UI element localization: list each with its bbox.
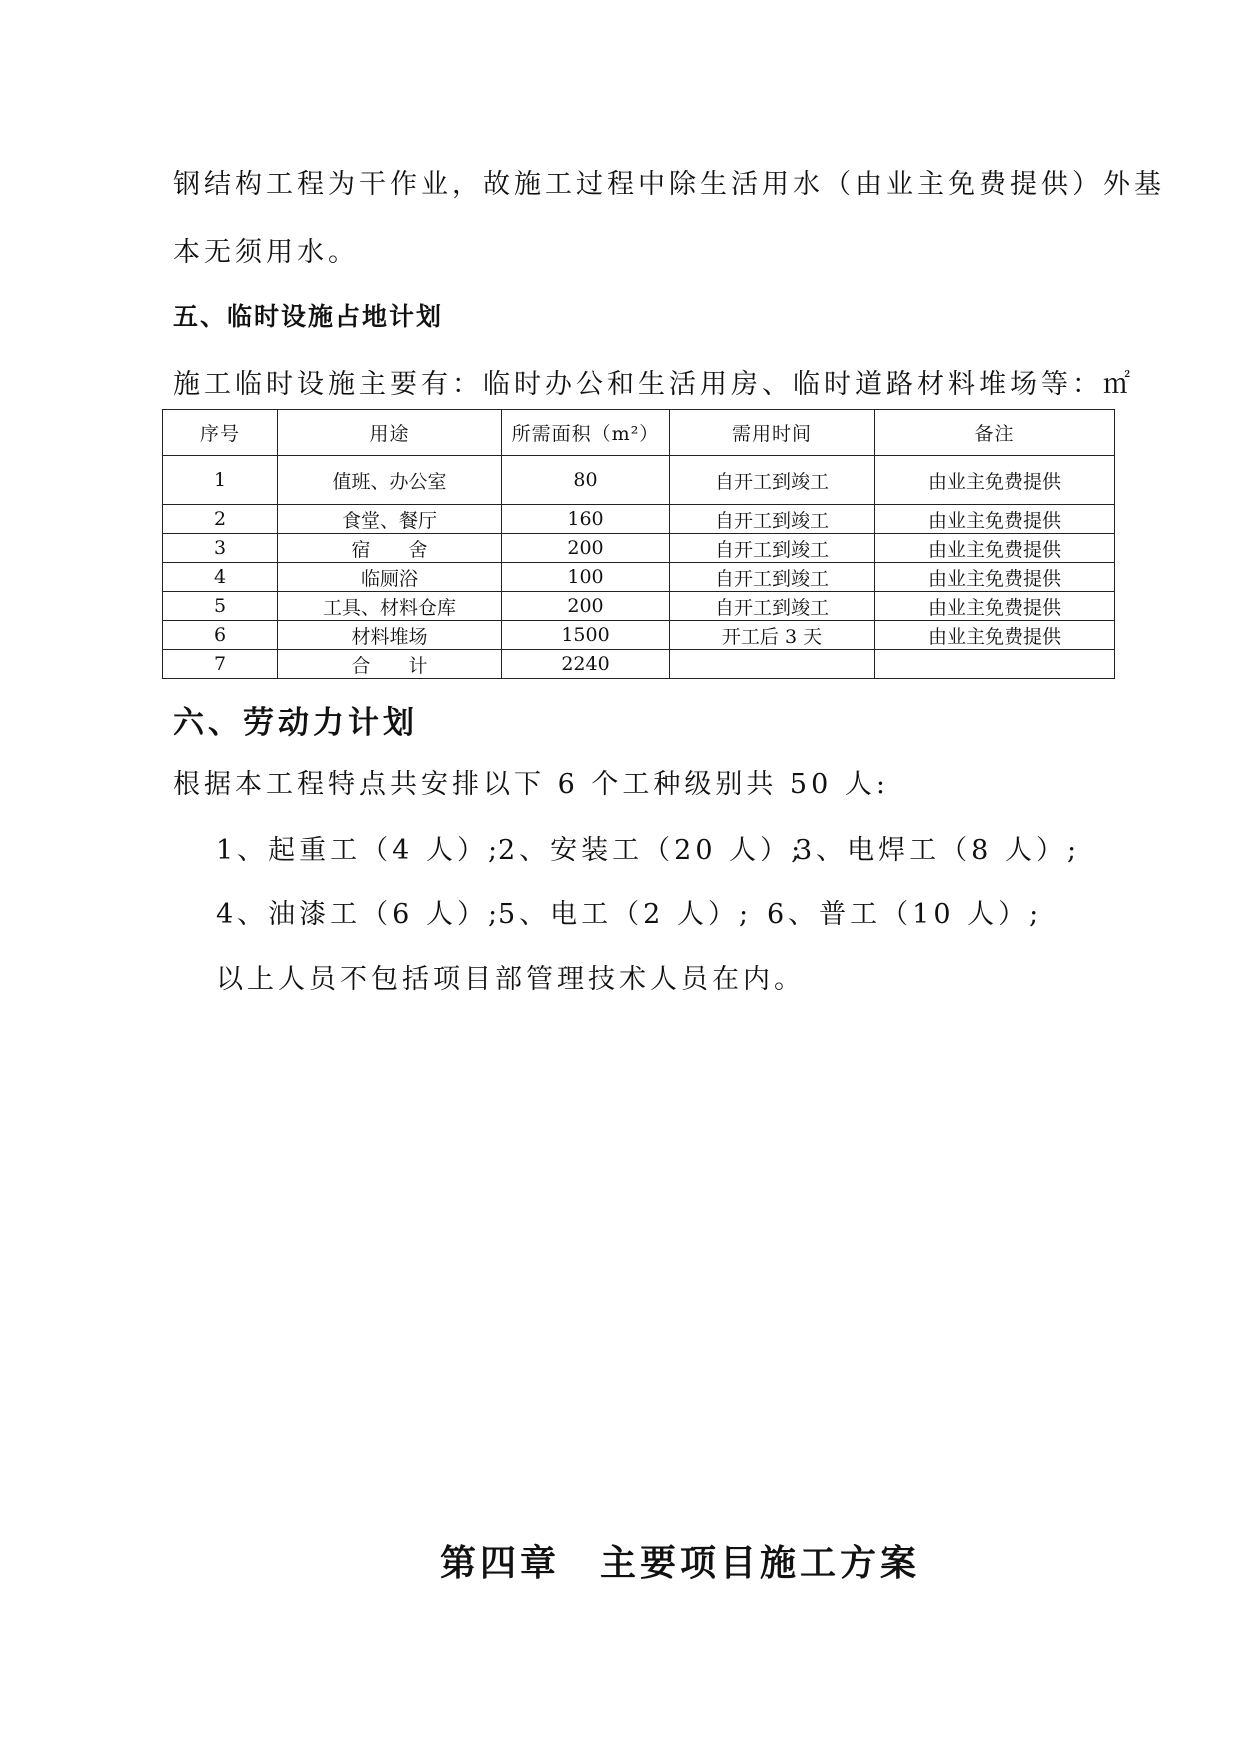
table-cell: 由业主免费提供 [875,456,1115,505]
worker-item: 2、安装工（20 人）; [498,835,805,866]
table-row [163,505,1115,534]
table-row [163,621,1115,650]
table-cell: 5 [163,592,278,621]
table-cell: 由业主免费提供 [875,621,1115,650]
table-row [163,592,1115,621]
table-cell: 合 计 [278,650,502,679]
table-cell: 80 [502,456,670,505]
table-cell: 6 [163,621,278,650]
section-heading: 五、临时设施占地计划 [173,302,444,331]
facilities-table [162,409,1115,679]
table-cell: 值班、办公室 [278,456,502,505]
worker-item: 5、电工（2 人）; [498,899,753,930]
paragraph-line: 钢结构工程为干作业，故施工过程中除生活用水（由业主免费提供）外基 [173,169,1165,200]
section-heading: 六、劳动力计划 [173,705,418,741]
column-header: 所需面积（m²） [502,410,670,456]
section-intro: 根据本工程特点共安排以下 6 个工种级别共 50 人: [173,769,889,800]
table-header-row [163,410,1115,456]
table-row [163,534,1115,563]
section-intro: 施工临时设施主要有：临时办公和生活用房、临时道路材料堆场等：㎡ [173,369,1134,400]
table-cell: 4 [163,563,278,592]
paragraph-line: 本无须用水。 [173,237,359,268]
table-cell: 200 [502,534,670,563]
worker-item: 6、普工（10 人）; [767,899,1043,930]
table-cell: 自开工到竣工 [670,563,875,592]
table-cell: 由业主免费提供 [875,505,1115,534]
worker-item: 3、电焊工（8 人）; [795,835,1081,866]
table-cell: 自开工到竣工 [670,456,875,505]
table-cell [670,650,875,679]
table-cell: 160 [502,505,670,534]
table-row [163,563,1115,592]
table-cell: 由业主免费提供 [875,592,1115,621]
table-cell: 食堂、餐厅 [278,505,502,534]
table-cell: 工具、材料仓库 [278,592,502,621]
table-cell: 宿 舍 [278,534,502,563]
worker-item: 4、油漆工（6 人）; [216,899,502,930]
table-cell: 材料堆场 [278,621,502,650]
table-row [163,456,1115,505]
note-text: 以上人员不包括项目部管理技术人员在内。 [216,964,805,995]
table-cell: 由业主免费提供 [875,534,1115,563]
chapter-title: 第四章 主要项目施工方案 [440,1542,921,1584]
table-cell: 2 [163,505,278,534]
table-cell: 开工后 3 天 [670,621,875,650]
worker-item: 1、起重工（4 人）; [216,835,502,866]
column-header: 备注 [875,410,1115,456]
table-cell: 自开工到竣工 [670,592,875,621]
table-cell: 7 [163,650,278,679]
table-cell: 3 [163,534,278,563]
table-cell: 100 [502,563,670,592]
table-cell: 2240 [502,650,670,679]
table-cell: 临厕浴 [278,563,502,592]
table-row [163,650,1115,679]
table-cell: 200 [502,592,670,621]
table-cell: 自开工到竣工 [670,534,875,563]
table-cell: 由业主免费提供 [875,563,1115,592]
table-cell [875,650,1115,679]
table-cell: 自开工到竣工 [670,505,875,534]
column-header: 用途 [278,410,502,456]
table-cell: 1500 [502,621,670,650]
column-header: 序号 [163,410,278,456]
column-header: 需用时间 [670,410,875,456]
table-cell: 1 [163,456,278,505]
